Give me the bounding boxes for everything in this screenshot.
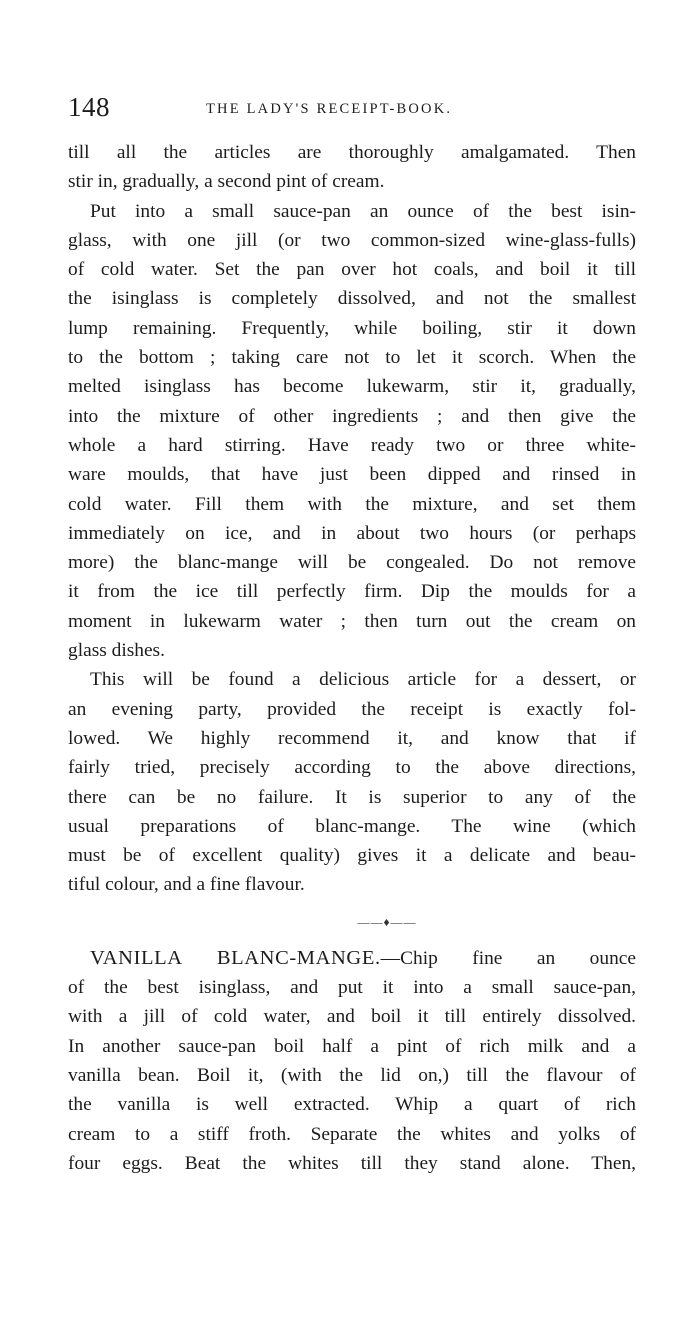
- recipe-first-line: —Chip fine an ounce: [380, 947, 636, 969]
- text-line: moment in lukewarm water ; then turn out the cream on: [68, 610, 636, 632]
- text-line: lowed. We highly recommend it, and know that if: [68, 727, 636, 749]
- text-line: whole a hard stirring. Have ready two or three white-: [68, 434, 636, 456]
- text-line: tiful colour, and a fine flavour.: [68, 874, 305, 896]
- text-line: cold water. Fill them with the mixture, and set them: [68, 493, 636, 515]
- recipe-title: VANILLA BLANC-MANGE.: [90, 946, 381, 969]
- text-line: with a jill of cold water, and boil it till entirely dissolved.: [68, 1006, 636, 1028]
- text-line: the isinglass is completely dissolved, and not the smallest: [68, 288, 636, 310]
- page-header: [68, 92, 636, 126]
- paragraph-3: [68, 665, 636, 899]
- text-line: of cold water. Set the pan over hot coals, and boil it till: [68, 259, 636, 281]
- paragraph-1: [68, 138, 636, 197]
- text-line: In another sauce-pan boil half a pint of rich milk and a: [68, 1035, 636, 1057]
- text-line: to the bottom ; taking care not to let it scorch. When the: [68, 347, 636, 369]
- section-divider: [68, 900, 636, 944]
- text-line: vanilla bean. Boil it, (with the lid on,) till the flavour of: [68, 1064, 636, 1086]
- text-line: more) the blanc-mange will be congealed. Do not remove: [68, 552, 636, 574]
- book-page: [68, 92, 636, 1178]
- paragraph-2: [68, 197, 636, 666]
- divider-ornament: ——♦——: [357, 914, 417, 929]
- text-line: Put into a small sauce-pan an ounce of the best isin-: [90, 200, 636, 222]
- page-number: 148: [68, 92, 110, 122]
- text-line: it from the ice till perfectly firm. Dip the moulds for a: [68, 581, 636, 603]
- text-line: melted isinglass has become lukewarm, stir it, gradually,: [68, 376, 636, 398]
- text-line: four eggs. Beat the whites till they stand alone. Then,: [68, 1152, 636, 1174]
- text-line: lump remaining. Frequently, while boiling, stir it down: [68, 317, 636, 339]
- recipe-paragraph: [68, 944, 636, 1178]
- text-line: there can be no failure. It is superior to any of the: [68, 786, 636, 808]
- text-line: This will be found a delicious article for a dessert, or: [90, 669, 636, 691]
- text-line: stir in, gradually, a second pint of cream.: [68, 171, 385, 193]
- text-line: till all the articles are thoroughly amalgamated. Then: [68, 142, 636, 163]
- text-line: ware moulds, that have just been dipped and rinsed in: [68, 464, 636, 486]
- text-line: glass, with one jill (or two common-sized wine-glass-fulls): [68, 229, 636, 251]
- text-line: glass dishes.: [68, 640, 165, 662]
- text-line: [68, 944, 636, 973]
- text-line: an evening party, provided the receipt is exactly fol-: [68, 698, 636, 720]
- text-line: immediately on ice, and in about two hours (or perhaps: [68, 522, 636, 544]
- text-line: cream to a stiff froth. Separate the whites and yolks of: [68, 1123, 636, 1145]
- text-line: fairly tried, precisely according to the above directions,: [68, 757, 636, 779]
- text-line: into the mixture of other ingredients ; and then give the: [68, 405, 636, 427]
- text-line: must be of excellent quality) gives it a delicate and beau-: [68, 845, 636, 867]
- text-line: of the best isinglass, and put it into a small sauce-pan,: [68, 977, 636, 999]
- running-head: THE LADY'S RECEIPT-BOOK.: [206, 101, 453, 117]
- text-line: usual preparations of blanc-mange. The wine (which: [68, 815, 636, 837]
- text-line: the vanilla is well extracted. Whip a quart of rich: [68, 1094, 636, 1116]
